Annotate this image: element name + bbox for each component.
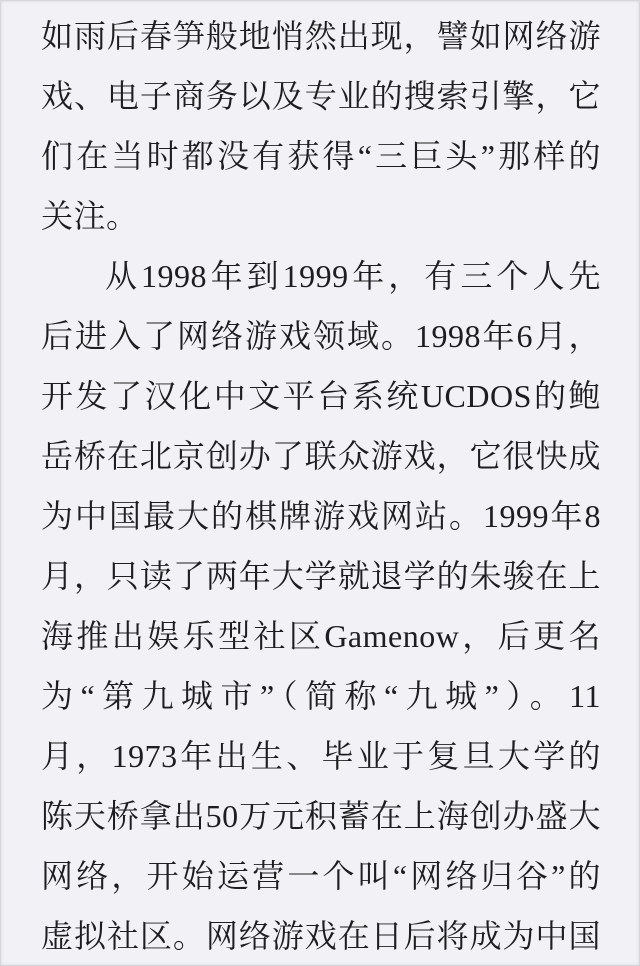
- text-line: 关注。: [41, 198, 139, 234]
- text-line: 后进入了网络游戏领域。1998年6月，: [41, 318, 601, 354]
- text-line: 如雨后春笋般地悄然出现，譬如网络游: [41, 18, 601, 54]
- text-line: 海推出娱乐型社区Gamenow，后更名: [41, 618, 601, 654]
- text-line: 戏、电子商务以及专业的搜索引擎，它: [41, 78, 601, 114]
- text-line: 岳桥在北京创办了联众游戏，它很快成: [41, 438, 601, 474]
- text-line: 网络，开始运营一个叫“网络归谷”的: [41, 858, 601, 894]
- text-line: 陈天桥拿出50万元积蓄在上海创办盛大: [41, 798, 601, 834]
- text-line: 月，只读了两年大学就退学的朱骏在上: [41, 558, 601, 594]
- text-line: 从1998年到1999年，有三个人先: [105, 258, 601, 294]
- text-line: 开发了汉化中文平台系统UCDOS的鲍: [41, 378, 601, 414]
- text-line: 虚拟社区。网络游戏在日后将成为中国: [41, 918, 601, 954]
- text-line: 为中国最大的棋牌游戏网站。1999年8: [41, 498, 601, 534]
- text-line: 为“第九城市”（简称“九城”）。11: [41, 678, 601, 714]
- text-line: 月，1973年出生、毕业于复旦大学的: [41, 738, 601, 774]
- text-line: 们在当时都没有获得“三巨头”那样的: [41, 138, 601, 174]
